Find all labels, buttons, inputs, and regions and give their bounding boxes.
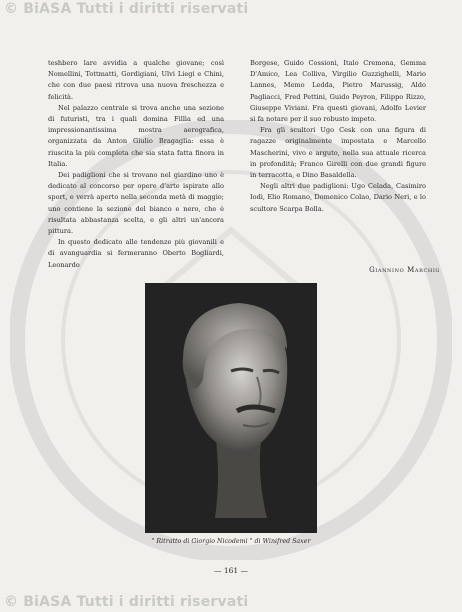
paragraph: In questo dedicato alle tendenze più giovanili e di avanguardia si fermeranno Oberto Bogliardi, Leonardo xyxy=(48,238,224,269)
paragraph: Nel palazzo centrale si trova anche una sezione di futuristi, tra i quali domina Fillìa ed una impressionantissima mostra aerografica, organizzata da Anton Giulio Bragaglia: essa è riuscita la più completa che sia stata fatta finora in Italia. xyxy=(48,103,224,168)
paragraph: Negli altri due padiglioni: Ugo Celada, Casimiro Iodi, Elio Romano, Domenico Colao, Dario Neri, e lo scultore Scarpa Bolla. xyxy=(250,182,426,213)
watermark-top: © BiASA Tutti i diritti riservati xyxy=(4,1,249,17)
paragraph: Fra gli scultori Ugo Cesk con una figura di ragazze originalmente impostata e Marcello Mascherini, vivo e arguto, nella sua attuale ricerca in profondità; Franco Girelli con due grandi figure in terracotta, e Dino Basaldella. xyxy=(250,126,426,180)
left-column xyxy=(48,58,224,271)
sculpture-head-image xyxy=(145,283,317,533)
figure-caption: " Ritratto di Giorgio Nicodemi " di Winifred Saxer xyxy=(151,538,311,545)
watermark-bottom: © BiASA Tutti i diritti riservati xyxy=(4,594,249,610)
paragraph: Borgese, Guido Cossioni, Italo Cremona, Gemma D'Amico, Lea Colliva, Virgilio Guzzighelli, Mario Lannes, Memo Ledda, Pietro Marussig, Aldo Pagliacci, Fred Pettini, Guido Peyron, Filippo Rizzo, Giuseppe Viviani. Fra questi giovani, Adolfo Levier si fa notare per il suo robusto impeto. xyxy=(250,59,426,124)
right-column xyxy=(250,58,426,215)
sculpture-photo xyxy=(145,283,317,533)
paragraph: Dei padiglioni che si trovano nel giardino uno è dedicato al concorso per opere d'arte ispirate allo sport, e verrà aperto nella seconda metà di maggio; uno contiene la sezione del bianco e nero, che è risultata abbastanza scelta, e gli altri un'ancora pittura. xyxy=(48,171,224,236)
page-number: — 161 — xyxy=(213,566,249,575)
author-signature: Giannino Marchig xyxy=(369,266,440,274)
paragraph: teshbero lare avvidia a qualche giovane; così Nomellini, Tottmatti, Gordigiani, Ulvi Liegi e Chini, che con due paesi ritrova una nuova freschezza e felicità. xyxy=(48,59,224,101)
